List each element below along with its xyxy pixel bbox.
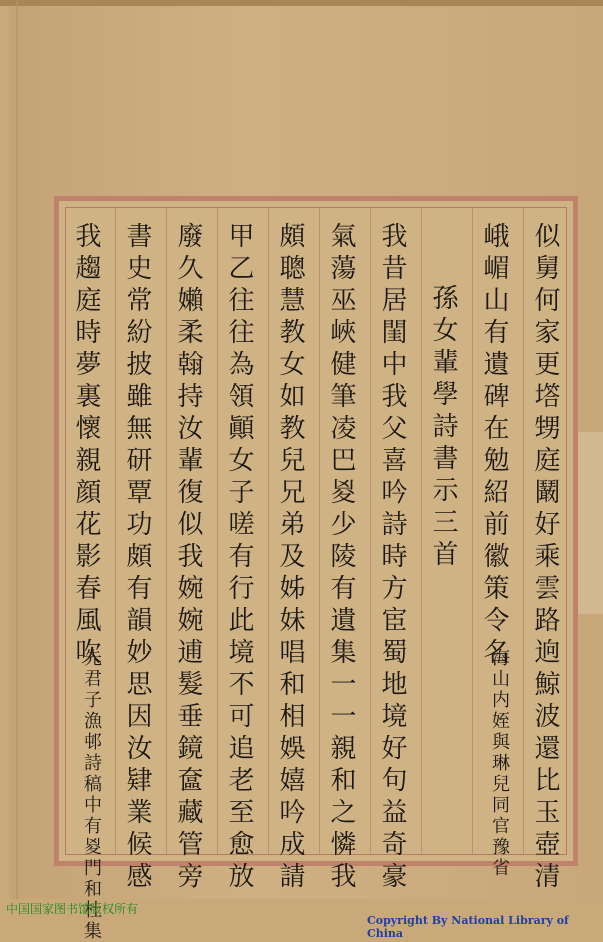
copyright-english: Copyright By National Library of China — [367, 914, 569, 940]
book-top-edge — [0, 0, 603, 6]
poem-title: 孫女輩學詩書示三首 — [428, 284, 458, 572]
text-column-8: 廢久嬾柔翰持汝輩復似我婉婉逋髮垂鏡奩藏管旁 — [173, 222, 203, 894]
copyright-chinese: 中国国家图书馆版权所有 — [6, 902, 139, 916]
column-rule — [217, 208, 218, 854]
text-column-7: 甲乙往往為領顚女子嗟有行此境不可追老至愈放 — [224, 222, 254, 894]
page-tab — [574, 432, 603, 614]
text-column-4: 我昔居閨中我父喜吟詩時方宦蜀地境好句益奇豪 — [377, 222, 407, 894]
column-rule — [268, 208, 269, 854]
column-rule — [472, 208, 473, 854]
text-column-9: 書史常紛披雖無研覃功頗有韻妙思因汝肄業候感 — [122, 222, 152, 894]
text-column-10-note: 先君子漁邨詩稿中有㚇門和杜集 — [81, 648, 102, 942]
column-rule — [523, 208, 524, 854]
column-rule — [166, 208, 167, 854]
text-column-2-note: 海山内姪與琳兒同官豫省 — [489, 648, 510, 879]
column-rule — [115, 208, 116, 854]
text-column-6: 頗聰慧教女如教兒兄弟及姊妹唱和相娛嬉吟成請 — [275, 222, 305, 894]
column-rule — [319, 208, 320, 854]
column-rule — [421, 208, 422, 854]
text-column-5: 氣蕩巫峽健筆凌巴㚇少陵有遺集一一親和之憐我 — [326, 222, 356, 894]
text-column-2: 峨嵋山有遺碑在勉紹前徽策令名 — [479, 222, 509, 670]
column-rule — [370, 208, 371, 854]
text-column-1: 似舅何家更㙮甥庭鬫好乘雲路逈鯨波還比玉壺清 — [530, 222, 560, 894]
text-column-10: 我趨庭時夢裏懷親顔花影春風吹 — [71, 222, 101, 670]
book-spine-line — [16, 0, 18, 899]
